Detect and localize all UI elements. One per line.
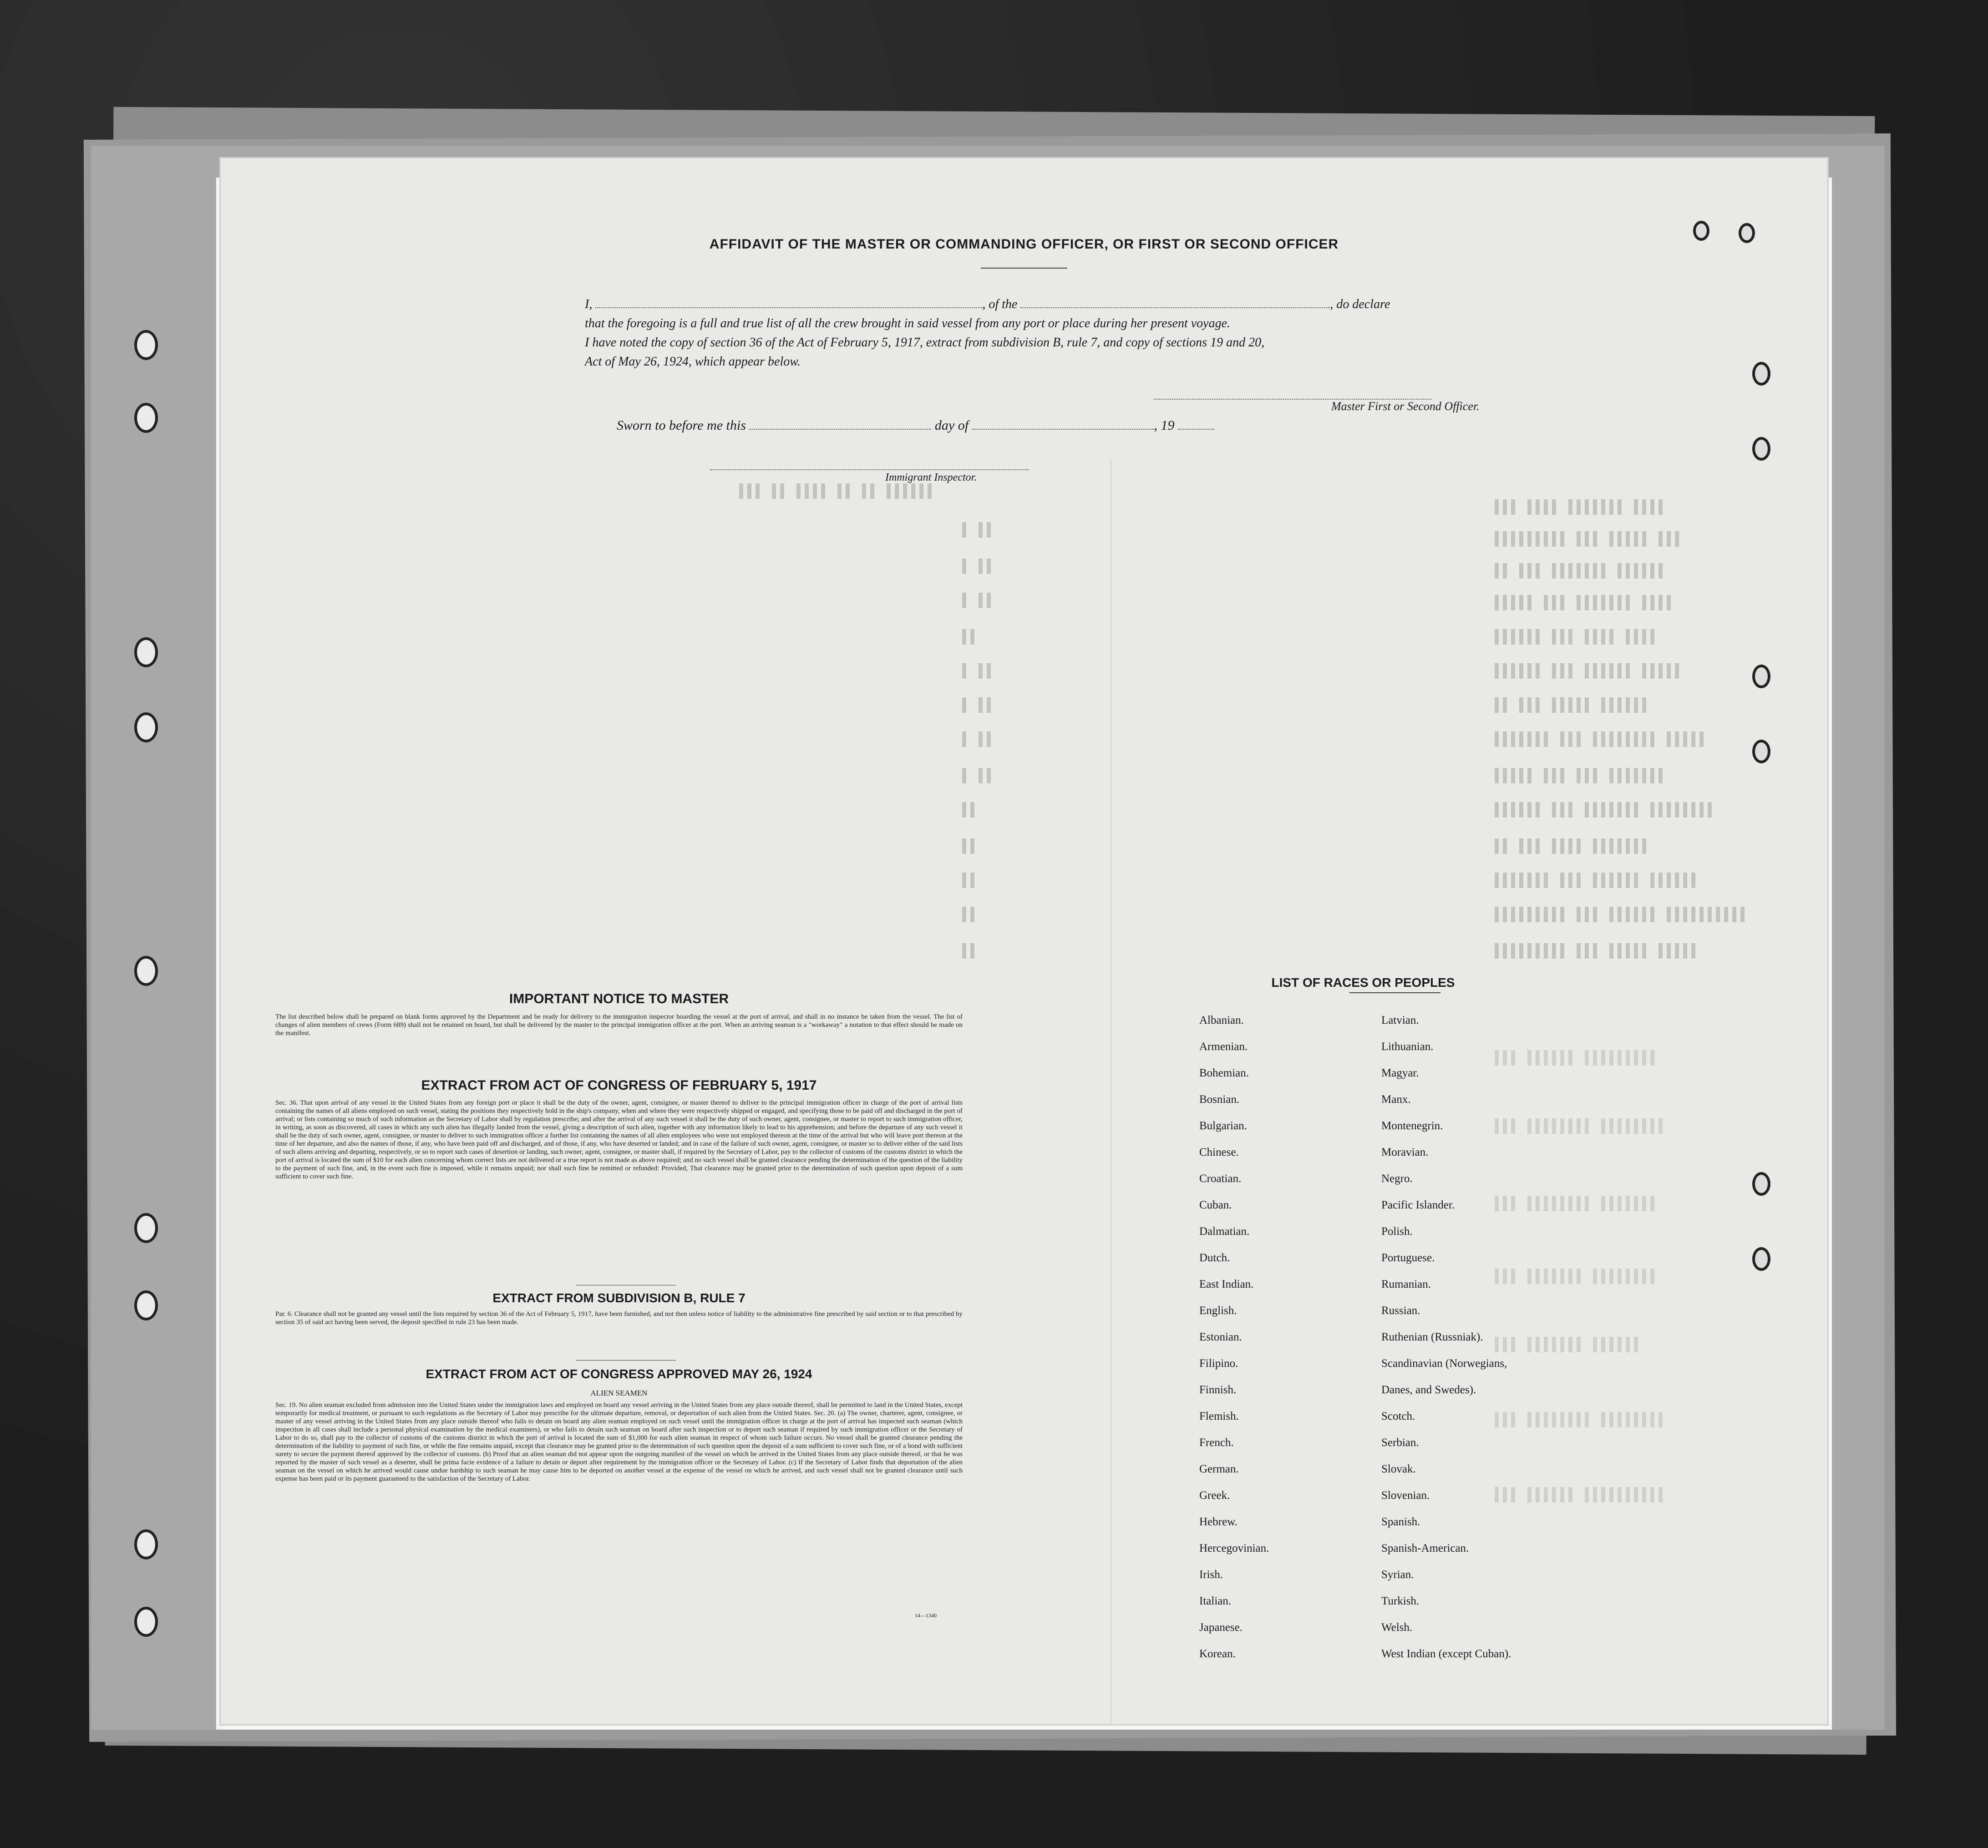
day-blank[interactable] [749, 417, 931, 430]
race-item: Hebrew. [1199, 1516, 1237, 1528]
race-item: Welsh. [1381, 1621, 1413, 1634]
race-item: West Indian (except Cuban). [1381, 1648, 1511, 1660]
race-item: German. [1199, 1463, 1239, 1475]
decl-declare: , do declare [1330, 297, 1390, 311]
binder-hole-icon [1752, 1172, 1770, 1196]
decl-of: , of the [982, 297, 1018, 311]
vessel-blank[interactable] [1020, 295, 1330, 308]
decl-i: I, [585, 297, 593, 311]
race-item: Armenian. [1199, 1041, 1248, 1053]
bleed-through: ▌▌▌▌▌▌▌▌▌▌ ▌▌▌▌▌▌ ▌▌▌ [1491, 1488, 1663, 1503]
affidavit-title: AFFIDAVIT OF THE MASTER OR COMMANDING OFFICER, OR FIRST OR SECOND OFFICER [709, 237, 1339, 252]
inspector-line[interactable] [710, 469, 1029, 470]
bleed-through: ▌▌▌▌▌▌▌▌ ▌▌▌▌▌▌▌ ▌▌▌ [1491, 1269, 1655, 1284]
signature-label: Master First or Second Officer. [1331, 400, 1480, 413]
punch-hole-icon [134, 712, 158, 742]
form-number: 14—1340 [915, 1612, 937, 1619]
bleed-through: ▌▌ [958, 802, 975, 818]
race-item: Slovak. [1381, 1463, 1416, 1475]
race-item: Albanian. [1199, 1014, 1244, 1026]
bleed-through: ▌▌ ▌ [958, 698, 991, 713]
race-item: French. [1199, 1437, 1234, 1449]
race-item: Negro. [1381, 1173, 1413, 1185]
extract-1917-body: Sec. 36. That upon arrival of any vessel in the United States from any foreign port or place it shall be the duty of the owner, agent, consignee, or master thereof to deliver to the principal immigration officer in charge of the port of arrival lists containing the names of all aliens employed on such vessel, stating the positions they respectively hold in the ship's company, when and where they were respectively shipped or engaged, and specifying those to be paid off and discharged in the port of arrival; or lists containing so much of such information as the Secretary of Labor shall by regulation prescribe; and after the arrival of any such vessel it shall be the duty of such owner, agent, consignee, or master to report to such immigration officer, in writing, as soon as discovered, all cases in which any such alien has illegally landed from the vessel, giving a description of such alien, together with any information likely to lead to his apprehension; and before the departure of any such vessel it shall be the duty of such owner, agent, consignee, or master to deliver to such immigration officer a further list containing the names of all alien employees who were not employed thereon at the time of the arrival but who will leave port thereon at the time of her departure, and also the names of those, if any, who have been paid off and discharged, and of those, if any, who have deserted or landed; and in case of the failure of such owner, agent, consignee, or master so to deliver either of the said lists of such aliens arriving and departing, respectively, or so to report such cases of desertion or landing, such owner, agent, consignee, or master shall, if required by the Secretary of Labor, pay to the collector of customs of the customs district in which the port of arrival is located the sum of $10 for each alien concerning whom correct lists are not delivered or a true report is not made as above required; and no such vessel shall be granted clearance pending the determination of the question of the liability to the payment of such fine, and, in the event such fine is imposed, while it remains unpaid; nor shall such fine be remitted or refunded: Provided, That clearance may be granted prior to the determination of such question upon deposit of a sum sufficient to cover such fine. [275, 1099, 963, 1180]
punch-hole-icon [134, 1290, 158, 1320]
bleed-through: ▌▌▌▌▌▌ ▌▌▌▌▌▌▌ ▌▌▌ [1491, 1337, 1638, 1353]
manifest-page [221, 158, 1827, 1724]
bleed-through: ▌▌▌▌▌▌▌ ▌▌▌▌▌▌▌▌ ▌▌▌ [1491, 1196, 1655, 1212]
bleed-through: ▌▌▌▌▌▌▌ ▌▌▌▌ ▌▌▌ ▌▌ [1491, 839, 1647, 854]
race-item: Manx. [1381, 1093, 1411, 1106]
race-item: Turkish. [1381, 1595, 1420, 1607]
binder-hole-icon [1752, 362, 1770, 386]
sworn-label: Sworn to before me this [617, 418, 746, 433]
year-blank[interactable] [1178, 417, 1214, 430]
day-of-label: day of [934, 418, 969, 433]
race-item: Serbian. [1381, 1437, 1419, 1449]
decl-line4: Act of May 26, 1924, which appear below. [585, 355, 801, 369]
name-blank[interactable] [595, 295, 982, 308]
binder-hole-icon [1752, 740, 1770, 763]
race-item: Estonian. [1199, 1331, 1242, 1343]
bleed-through: ▌▌▌▌▌▌▌▌ ▌▌▌▌▌▌▌ ▌▌▌ ▌▌▌▌▌▌ [1491, 802, 1712, 818]
bleed-through: ▌▌ [958, 839, 975, 854]
punch-hole-icon [134, 1529, 158, 1559]
race-item: Bosnian. [1199, 1093, 1240, 1106]
decl-line3: I have noted the copy of section 36 of the Act of February 5, 1917, extract from subdivision B, rule 7, and copy of sections 19 and 20, [585, 335, 1265, 350]
race-item: Italian. [1199, 1595, 1232, 1607]
bleed-through: ▌▌ ▌ [958, 559, 991, 574]
bleed-through: ▌▌ [958, 873, 975, 888]
race-item: Filipino. [1199, 1357, 1238, 1370]
binder-hole-icon [1752, 437, 1770, 461]
bleed-through: ▌▌ ▌ [958, 768, 991, 784]
race-item: Lithuanian. [1381, 1041, 1434, 1053]
race-item: Moravian. [1381, 1146, 1429, 1158]
rule7-body: Par. 6. Clearance shall not be granted any vessel until the lists required by section 36 of the Act of February 5, 1917, have been furnished, and not then unless notice of liability to the administrative fine prescribed by said section or to that prescribed by section 35 of said act having been served, the deposit specified in rule 23 has been made. [275, 1310, 963, 1326]
race-item: Rumanian. [1381, 1278, 1431, 1290]
race-item: Bohemian. [1199, 1067, 1249, 1079]
race-item: Russian. [1381, 1305, 1420, 1317]
race-item: East Indian. [1199, 1278, 1254, 1290]
notice-title: IMPORTANT NOTICE TO MASTER [509, 991, 729, 1006]
year-label: , 19 [1154, 418, 1175, 433]
extract-1924-title: EXTRACT FROM ACT OF CONGRESS APPROVED MAY 26, 1924 [426, 1367, 812, 1381]
extract-1917-title: EXTRACT FROM ACT OF CONGRESS OF FEBRUARY 5, 1917 [421, 1078, 817, 1093]
race-item: Croatian. [1199, 1173, 1242, 1185]
bleed-through: ▌▌ ▌ [958, 664, 991, 679]
month-blank[interactable] [972, 417, 1154, 430]
bleed-through: ▌▌▌▌▌ ▌▌▌▌▌▌▌▌ ▌▌▌ ▌▌▌▌▌▌▌ [1491, 732, 1704, 747]
punch-hole-icon [134, 403, 158, 433]
race-item: Chinese. [1199, 1146, 1239, 1158]
race-item: Portuguese. [1381, 1252, 1435, 1264]
race-item: Irish. [1199, 1569, 1223, 1581]
bleed-through: ▌▌▌▌▌▌ ▌▌▌▌▌▌▌ ▌▌▌ ▌▌ [1491, 564, 1663, 579]
inspector-label: Immigrant Inspector. [885, 472, 977, 483]
race-item: Ruthenian (Russniak). [1381, 1331, 1483, 1343]
bleed-through: ▌▌▌▌ ▌▌▌▌▌▌▌ ▌▌▌ ▌▌▌▌▌ [1491, 595, 1671, 611]
bleed-through: ▌▌▌ ▌▌▌▌▌ ▌▌▌ ▌▌▌▌▌▌▌▌▌ [1491, 532, 1679, 547]
race-item: Hercegovinian. [1199, 1542, 1269, 1554]
binder-hole-icon [1752, 1247, 1770, 1271]
race-item: Scotch. [1381, 1410, 1415, 1422]
punch-hole-icon [134, 956, 158, 986]
punch-hole-icon [134, 1213, 158, 1243]
race-item: Finnish. [1199, 1384, 1237, 1396]
extract-1924-body: Sec. 19. No alien seaman excluded from admission into the United States under the immigration laws and employed on board any vessel arriving in the United States from any place outside thereof, shall be permitted to land in the United States, except temporarily for medical treatment, or pursuant to such regulations as the Secretary of Labor may prescribe for the ultimate departure, removal, or deportation of such alien from the United States. Sec. 20. (a) The owner, charterer, agent, consignee, or master of any vessel arriving in the United States from any place outside thereof who fails to detain on board any alien seaman employed on such vessel until the immigration officer in charge at the port of arrival has inspected such seaman (which inspection in all cases shall include a personal physical examination by the medical examiners), or who fails to detain such seaman on board after such inspection or to deport such seaman if required by such immigration officer or the Secretary of Labor to do so, shall pay to the collector of customs of the customs district in which the port of arrival is located the sum of $1,000 for each alien seaman in respect of whom such failure occurs. No vessel shall be granted clearance pending the determination of the liability to payment of such fine, or while the fine remains unpaid, except that clearance may be granted prior to the determination of such question upon the deposit of a sum sufficient to cover such fine, or of a bond with sufficient surety to secure the payment thereof approved by the collector of customs. (b) Proof that an alien seaman did not appear upon the outgoing manifest of the vessel on which he arrived in the United States from any place outside thereof, or that he was reported by the master of such vessel as a deserter, shall be prima facie evidence of a failure to detain or deport after requirement by the immigration officer or the Secretary of Labor. (c) If the Secretary of Labor finds that deportation of the alien seaman on the vessel on which he arrived would cause undue hardship to such seaman he may cause him to be deported on another vessel at the expense of the vessel on which he arrived, and such vessel shall not be granted clearance until such expense has been paid or its payment guaranteed to the satisfaction of the Secretary of Labor. [275, 1401, 963, 1482]
race-item: Flemish. [1199, 1410, 1239, 1422]
notice-body: The list described below shall be prepared on blank forms approved by the Department and be ready for delivery to the immigration inspector boarding the vessel at the port of arrival, and shall in no instance be taken from the vessel. The list of changes of alien members of crews (Form 689) shall not be retained on board, but shall be delivered by the master to the principal immigration officer at the port. When an arriving seaman is a "workaway" a notation to that effect should be made on the manifest. [275, 1013, 963, 1037]
race-item: English. [1199, 1305, 1237, 1317]
race-item: Bulgarian. [1199, 1120, 1247, 1132]
race-item: Montenegrin. [1381, 1120, 1443, 1132]
punch-hole-icon [134, 330, 158, 360]
bleed-through: ▌▌ [958, 944, 975, 959]
race-item: Cuban. [1199, 1199, 1232, 1211]
bleed-through: ▌▌▌▌▌▌ ▌▌▌▌▌▌ ▌▌▌ ▌▌▌▌▌▌▌ [1491, 873, 1696, 888]
race-item: Japanese. [1199, 1621, 1243, 1634]
race-item: Scandinavian (Norwegians, [1381, 1357, 1507, 1370]
race-item: Syrian. [1381, 1569, 1414, 1581]
race-item: Spanish. [1381, 1516, 1420, 1528]
binder-hole-icon [1752, 665, 1770, 688]
bleed-through: ▌▌ ▌ [958, 593, 991, 609]
race-item: Greek. [1199, 1489, 1230, 1502]
bleed-through: ▌▌▌▌▌▌ ▌▌ ▌▌ ▌▌▌▌ ▌▌ ▌▌▌ [735, 484, 932, 499]
bleed-through: ▌▌ ▌ [958, 523, 991, 538]
race-item: Spanish-American. [1381, 1542, 1469, 1554]
binder-hole-icon [1739, 223, 1755, 243]
title-rule [981, 268, 1067, 269]
bleed-through: ▌▌▌▌▌▌▌ ▌▌▌ ▌▌▌ ▌▌▌▌▌ [1491, 768, 1663, 784]
bleed-through: ▌▌▌▌▌ ▌▌▌▌▌ ▌▌▌ ▌▌▌▌▌▌▌▌▌ [1491, 944, 1696, 959]
rule7-title: EXTRACT FROM SUBDIVISION B, RULE 7 [492, 1291, 746, 1305]
extract-1924-subtitle: ALIEN SEAMEN [590, 1389, 648, 1397]
bleed-through: ▌▌▌▌▌▌▌▌ ▌▌▌▌▌▌▌▌ ▌▌▌ [1491, 1412, 1663, 1428]
bleed-through: ▌▌▌▌ ▌▌▌▌▌▌▌ ▌▌▌▌ ▌▌▌ [1491, 500, 1663, 515]
races-title: LIST OF RACES OR PEOPLES [1271, 975, 1455, 990]
race-item: Korean. [1199, 1648, 1236, 1660]
punch-hole-icon [134, 1607, 158, 1637]
bleed-through: ▌▌ [958, 630, 975, 645]
race-item: Dalmatian. [1199, 1225, 1250, 1238]
bleed-through: ▌▌▌▌▌ ▌▌▌▌▌▌ ▌▌▌ ▌▌▌▌▌▌ [1491, 664, 1679, 679]
binder-hole-icon [1693, 221, 1709, 241]
race-item: Polish. [1381, 1225, 1413, 1238]
decl-line2: that the foregoing is a full and true list of all the crew brought in said vessel from any port or place during her present voyage. [585, 316, 1231, 330]
races-rule [1349, 992, 1440, 993]
race-item: Pacific Islander. [1381, 1199, 1455, 1211]
bleed-through: ▌▌▌▌▌▌▌▌▌▌ ▌▌▌▌▌▌ ▌▌▌ ▌▌▌▌▌▌▌▌▌ [1491, 907, 1745, 923]
bleed-through: ▌▌▌▌▌▌▌▌▌ ▌▌▌▌▌▌ ▌▌▌ [1491, 1051, 1655, 1066]
punch-hole-icon [134, 637, 158, 667]
race-item: Dutch. [1199, 1252, 1230, 1264]
race-item: Slovenian. [1381, 1489, 1430, 1502]
bleed-through: ▌▌▌▌▌▌▌▌ ▌▌▌▌▌▌▌▌ ▌▌▌ [1491, 1119, 1663, 1134]
section-rule [576, 1360, 676, 1361]
bleed-through: ▌▌▌▌ ▌▌▌▌ ▌▌▌ ▌▌▌▌▌▌ [1491, 630, 1655, 645]
bleed-through: ▌▌ ▌ [958, 732, 991, 747]
bleed-through: ▌▌ [958, 907, 975, 923]
sworn-line [617, 417, 1214, 433]
race-item: Latvian. [1381, 1014, 1419, 1026]
declaration-text [585, 295, 1704, 371]
bleed-through: ▌▌▌▌▌▌ ▌▌▌▌▌ ▌▌▌ ▌▌ [1491, 698, 1647, 713]
race-item: Danes, and Swedes). [1381, 1384, 1476, 1396]
race-item: Magyar. [1381, 1067, 1419, 1079]
